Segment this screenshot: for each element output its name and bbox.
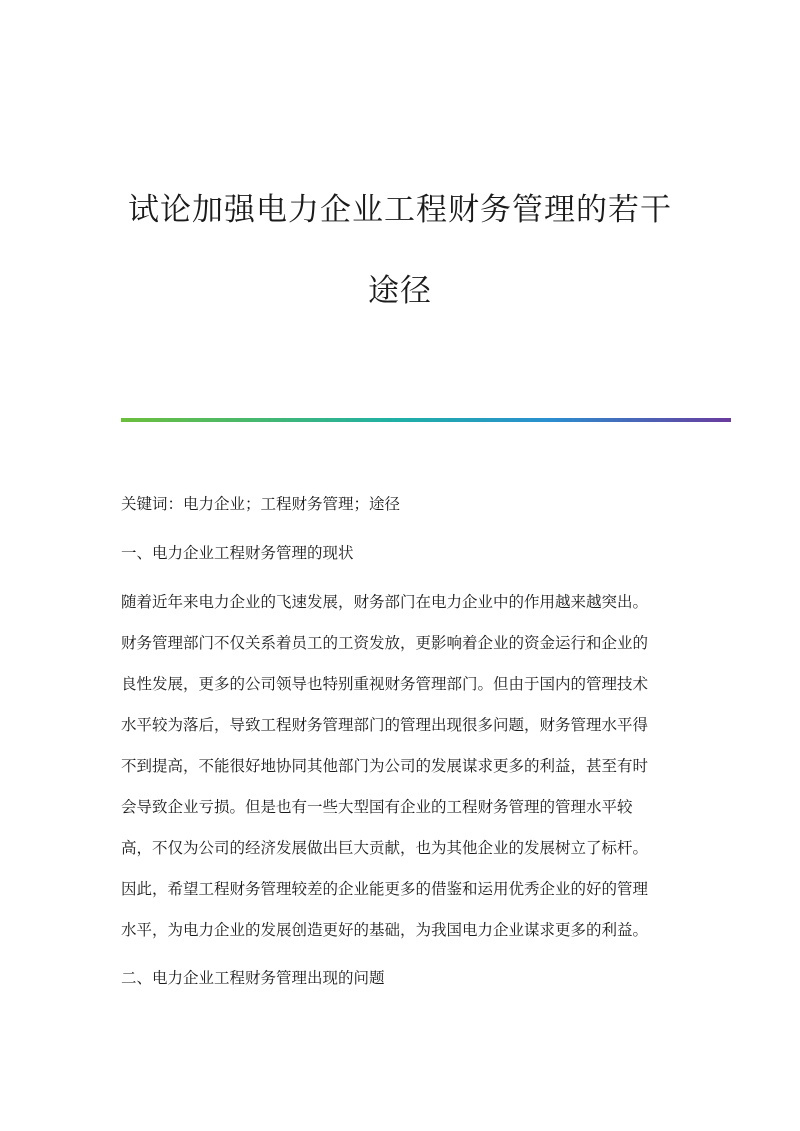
document-title-line-1: 试论加强电力企业工程财务管理的若干 (128, 192, 672, 228)
paragraph-line: 财务管理部门不仅关系着员工的工资发放，更影响着企业的资金运行和企业的 (121, 634, 649, 652)
document-title-line-2: 途径 (368, 273, 432, 309)
paragraph-line: 因此，希望工程财务管理较差的企业能更多的借鉴和运用优秀企业的好的管理 (121, 880, 649, 898)
paragraph-line: 不到提高，不能很好地协同其他部门为公司的发展谋求更多的利益，甚至有时 (121, 757, 649, 775)
paragraph-line: 随着近年来电力企业的飞速发展，财务部门在电力企业中的作用越来越突出。 (121, 593, 649, 611)
paragraph-line: 会导致企业亏损。但是也有一些大型国有企业的工程财务管理的管理水平较 (121, 798, 633, 816)
paragraph-line: 水平较为落后，导致工程财务管理部门的管理出现很多问题，财务管理水平得 (121, 716, 649, 734)
gradient-divider (121, 418, 731, 422)
keywords-line: 关键词：电力企业；工程财务管理；途径 (121, 495, 401, 513)
section-1-heading: 一、电力企业工程财务管理的现状 (121, 544, 354, 562)
paragraph-line: 高，不仅为公司的经济发展做出巨大贡献，也为其他企业的发展树立了标杆。 (121, 839, 649, 857)
paragraph-line: 良性发展，更多的公司领导也特别重视财务管理部门。但由于国内的管理技术 (121, 675, 649, 693)
section-2-heading: 二、电力企业工程财务管理出现的问题 (121, 969, 385, 987)
paragraph-line: 水平，为电力企业的发展创造更好的基础，为我国电力企业谋求更多的利益。 (121, 921, 649, 939)
